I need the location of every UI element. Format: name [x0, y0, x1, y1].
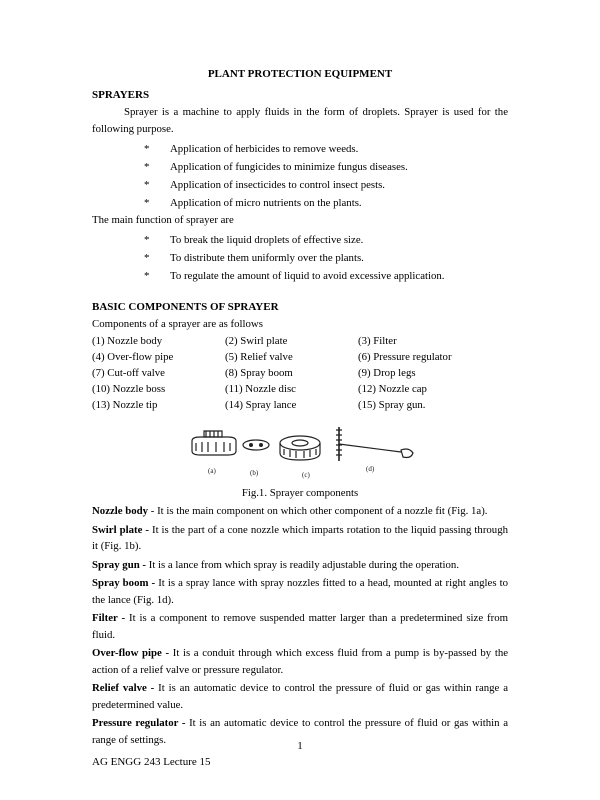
definition-filter [92, 610, 508, 643]
component-item: (7) Cut-off valve [92, 367, 165, 379]
list-item: * Application of micro nutrients on the plants. [92, 194, 508, 212]
figure-label-d: (d) [366, 465, 375, 473]
page-number: 1 [297, 740, 303, 752]
definition-term: Pressure regulator - [92, 717, 186, 729]
component-item: (3) Filter [358, 335, 397, 347]
bullet-star: * [144, 143, 150, 155]
definition-spray-gun [92, 557, 508, 574]
component-item: (2) Swirl plate [225, 335, 288, 347]
filter-sketch [280, 436, 320, 460]
definition-term: Relief valve - [92, 682, 155, 694]
definition-text: It is a component to remove suspended matter larger than a predetermined size from fluid. [92, 612, 509, 641]
figure-label-b: (b) [250, 469, 259, 477]
component-item: (6) Pressure regulator [358, 351, 452, 363]
definition-term: Filter - [92, 612, 126, 624]
spray-boom-sketch [336, 427, 413, 461]
definition-text: It is the part of a cone nozzle which imparts rotation to the liquid passing through it (Fig. 1b). [92, 523, 509, 552]
function-list [92, 231, 508, 285]
page-title: PLANT PROTECTION EQUIPMENT [207, 68, 393, 80]
figure-label-c: (c) [302, 471, 310, 479]
definition-text: It is a spray lance with spray nozzles fitted to a head, mounted at right angles to the lance (Fig. 1d). [92, 577, 508, 606]
component-item: (8) Spray boom [225, 367, 293, 379]
definition-relief-valve [92, 680, 508, 713]
function-intro: The main function of sprayer are [92, 214, 234, 226]
list-item: * Application of herbicides to remove weeds. [92, 140, 508, 158]
definition-text: It is an automatic device to control the pressure of fluid or gas within a range of settings. [92, 717, 509, 746]
list-item: * Application of fungicides to minimize fungus diseases. [92, 158, 508, 176]
definition-text: It is the main component on which other component of a nozzle fit (Fig. 1a). [157, 505, 488, 517]
components-heading: BASIC COMPONENTS OF SPRAYER [92, 301, 279, 313]
component-item: (15) Spray gun. [358, 399, 426, 411]
figure-label-a: (a) [208, 467, 216, 475]
definition-term: Nozzle body [92, 505, 149, 517]
component-item: (10) Nozzle boss [92, 383, 166, 395]
purpose-list [92, 140, 508, 212]
figure-caption: Fig.1. Sprayer components [241, 487, 359, 499]
bullet-star: * [144, 270, 150, 282]
components-grid [92, 333, 508, 413]
component-item: (1) Nozzle body [92, 335, 163, 347]
definition-over-flow-pipe [92, 645, 508, 678]
list-item: * Application of insecticides to control insect pests. [92, 176, 508, 194]
definition-term: Swirl plate - [92, 523, 149, 536]
definition-text: It is a conduit through which excess fluid from a pump is by-passed by the action of a relief valve or pressure regulator. [92, 647, 509, 676]
list-item: * To distribute them uniformly over the plants. [92, 249, 508, 267]
bullet-star: * [144, 252, 150, 264]
document-page [92, 66, 508, 750]
sprayers-intro: Sprayer is a machine to apply fluids in the form of droplets. Sprayer is used for the following purpose. [92, 106, 508, 135]
definition-text: It is an automatic device to control the pressure of fluid or gas within range a predetermined value. [92, 682, 508, 711]
component-item: (5) Relief valve [225, 351, 293, 363]
sprayer-components-drawing [188, 423, 428, 481]
definition-spray-boom [92, 575, 508, 608]
definitions [92, 503, 508, 748]
component-item: (13) Nozzle tip [92, 399, 158, 411]
list-item: * To regulate the amount of liquid to avoid excessive application. [92, 267, 508, 285]
bullet-star: * [144, 161, 150, 173]
sprayers-heading: SPRAYERS [92, 89, 150, 101]
component-item: (14) Spray lance [225, 399, 297, 411]
page-footer: AG ENGG 243 Lecture 15 [92, 756, 211, 768]
sprayer-components-figure [92, 423, 508, 481]
definition-term: Spray boom - [92, 577, 156, 589]
definition-swirl-plate [92, 522, 508, 555]
nozzle-body-sketch [192, 431, 236, 455]
components-intro: Components of a sprayer are as follows [92, 318, 263, 330]
definition-nozzle-body: Nozzle body - It is the main component on which other component of a nozzle fit (Fig. 1a). [92, 505, 488, 517]
bullet-star: * [144, 179, 150, 191]
component-item: (12) Nozzle cap [358, 383, 427, 395]
definition-term: Over-flow pipe - [92, 647, 170, 659]
bullet-star: * [144, 234, 150, 246]
definition-text: It is a lance from which spray is readily adjustable during the operation. [148, 558, 460, 571]
component-item: (4) Over-flow pipe [92, 351, 174, 363]
swirl-plate-sketch [243, 440, 269, 450]
component-item: (9) Drop legs [358, 367, 416, 379]
component-item: (11) Nozzle disc [225, 383, 296, 395]
list-item: * To break the liquid droplets of effective size. [92, 231, 508, 249]
definition-term: Spray gun - [92, 558, 147, 571]
bullet-star: * [144, 197, 150, 209]
